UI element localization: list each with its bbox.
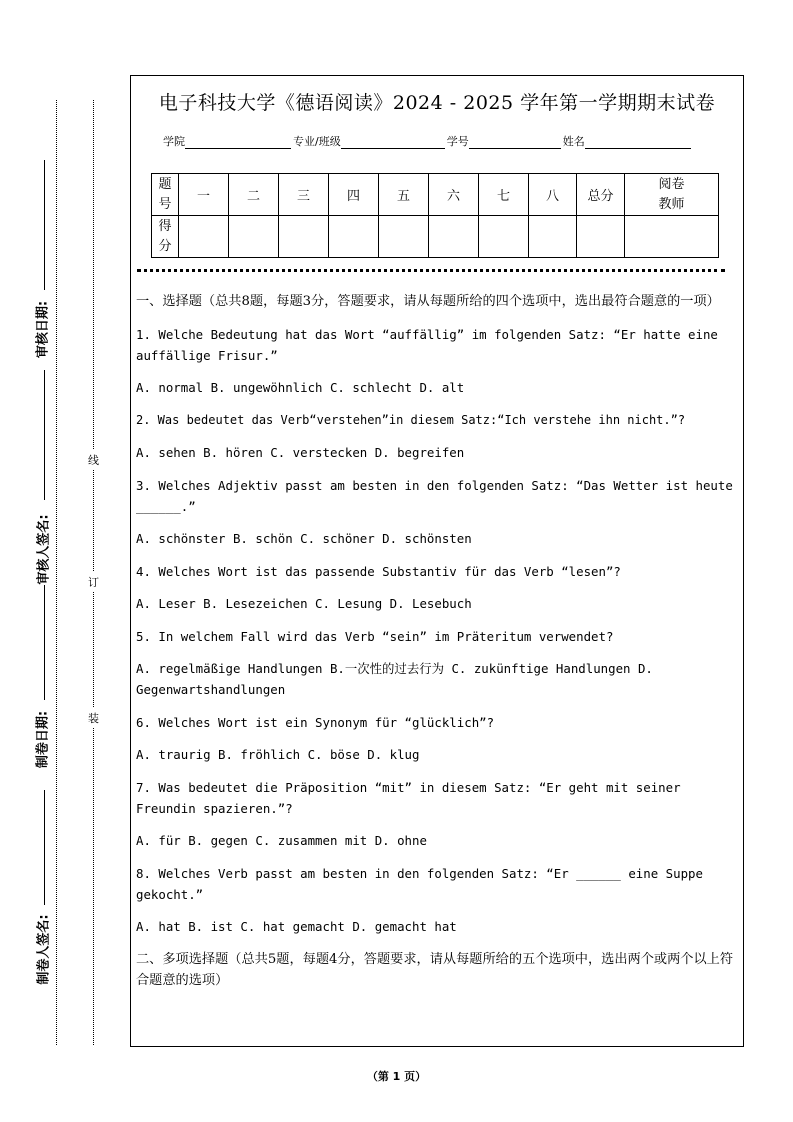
score-header-cell: 三: [279, 174, 329, 216]
paper-author-signature-label: 制卷人签名:: [36, 914, 52, 985]
question-1-options: A. normal B. ungewöhnlich C. schlecht D. alt: [136, 380, 465, 395]
student-id-label: 学号: [446, 135, 469, 148]
score-header-cell: 四: [329, 174, 379, 216]
reviewer-signature-line[interactable]: [44, 370, 45, 500]
score-table-score-row: [152, 216, 719, 258]
question-4: 4. Welches Wort ist das passende Substantiv für das Verb “lesen”?: [136, 563, 621, 579]
student-id-field[interactable]: [469, 136, 561, 149]
score-header-cell: 八: [529, 174, 577, 216]
binding-char-mount: 装: [88, 708, 99, 728]
score-header-cell: 五: [379, 174, 429, 216]
score-header-cell: 题 号: [152, 174, 179, 216]
major-class-label: 专业/班级: [293, 135, 341, 148]
question-8-options: A. hat B. ist C. hat gemacht D. gemacht hat: [136, 919, 457, 934]
score-cell[interactable]: [625, 216, 719, 258]
question-6-options: A. traurig B. fröhlich C. böse D. klug: [136, 747, 420, 762]
question-2-options: A. sehen B. hören C. verstecken D. begreifen: [136, 445, 465, 460]
question-2: 2. Was bedeutet das Verb“verstehen”in diesem Satz:“Ich verstehe ihn nicht.”?: [136, 412, 686, 427]
question-1: 1. Welche Bedeutung hat das Wort “auffällig” im folgenden Satz: “Er hatte eine auffällige Frisur.”: [136, 326, 718, 363]
college-label: 学院: [163, 135, 185, 148]
score-cell[interactable]: [577, 216, 625, 258]
score-header-cell: 阅卷 教师: [625, 174, 719, 216]
score-header-cell: 一: [179, 174, 229, 216]
question-3-options: A. schönster B. schön C. schöner D. schönsten: [136, 531, 472, 546]
score-row-label: 得 分: [152, 216, 179, 258]
exam-title: 电子科技大学《德语阅读》2024 - 2025 学年第一学期期末试卷: [158, 92, 716, 114]
score-header-cell: 六: [429, 174, 479, 216]
score-cell[interactable]: [329, 216, 379, 258]
question-4-options: A. Leser B. Lesezeichen C. Lesung D. Lesebuch: [136, 596, 472, 611]
question-7-options: A. für B. gegen C. zusammen mit D. ohne: [136, 833, 427, 848]
score-header-cell: 总分: [577, 174, 625, 216]
paper-date-line[interactable]: [44, 585, 45, 700]
question-3: 3. Welches Adjektiv passt am besten in den folgenden Satz: “Das Wetter ist heute ______.”: [136, 477, 733, 514]
binding-char-line: 线: [88, 450, 99, 470]
section-2-heading: 二、多项选择题（总共5题，每题4分，答题要求，请从每题所给的五个选项中，选出两个或两个以上符合题意的选项）: [136, 951, 734, 988]
review-date-label: 审核日期:: [35, 300, 51, 359]
question-8: 8. Welches Verb passt am besten in den folgenden Satz: “Er ______ eine Suppe gekocht.”: [136, 865, 703, 902]
question-6: 6. Welches Wort ist ein Synonym für “glücklich”?: [136, 714, 495, 730]
student-info-row: [163, 133, 693, 149]
college-field[interactable]: [185, 136, 291, 149]
score-cell[interactable]: [279, 216, 329, 258]
score-table-header-row: [152, 174, 719, 216]
score-cell[interactable]: [379, 216, 429, 258]
score-header-cell: 七: [479, 174, 529, 216]
name-field[interactable]: [585, 136, 691, 149]
score-cell[interactable]: [529, 216, 577, 258]
question-7: 7. Was bedeutet die Präposition “mit” in diesem Satz: “Er geht mit seiner Freundin spazieren.”?: [136, 779, 681, 816]
name-label: 姓名: [562, 135, 585, 148]
paper-author-signature-line[interactable]: [44, 790, 45, 905]
paper-date-label: 制卷日期:: [35, 710, 51, 769]
binding-char-bind: 订: [88, 572, 99, 592]
score-cell[interactable]: [179, 216, 229, 258]
question-5-options: A. regelmäßige Handlungen B.一次性的过去行为 C. zukünftige Handlungen D. Gegenwartshandlungen: [136, 661, 653, 697]
questions-section: [136, 291, 741, 1002]
reviewer-signature-label: 审核人签名:: [36, 514, 52, 585]
binding-dotted-line-outer: [56, 100, 57, 1045]
section-1-heading: 一、选择题（总共8题，每题3分，答题要求，请从每题所给的四个选项中，选出最符合题意的一项）: [136, 294, 720, 309]
exam-frame: [130, 75, 744, 1047]
major-class-field[interactable]: [341, 136, 445, 149]
score-cell[interactable]: [479, 216, 529, 258]
score-header-cell: 二: [229, 174, 279, 216]
dotted-separator: [137, 269, 725, 272]
score-cell[interactable]: [429, 216, 479, 258]
score-cell[interactable]: [229, 216, 279, 258]
question-5: 5. In welchem Fall wird das Verb “sein” im Präteritum verwendet?: [136, 628, 614, 644]
page-number: （第 1 页）: [366, 1070, 427, 1083]
score-table: [151, 173, 719, 258]
review-date-line[interactable]: [44, 160, 45, 290]
